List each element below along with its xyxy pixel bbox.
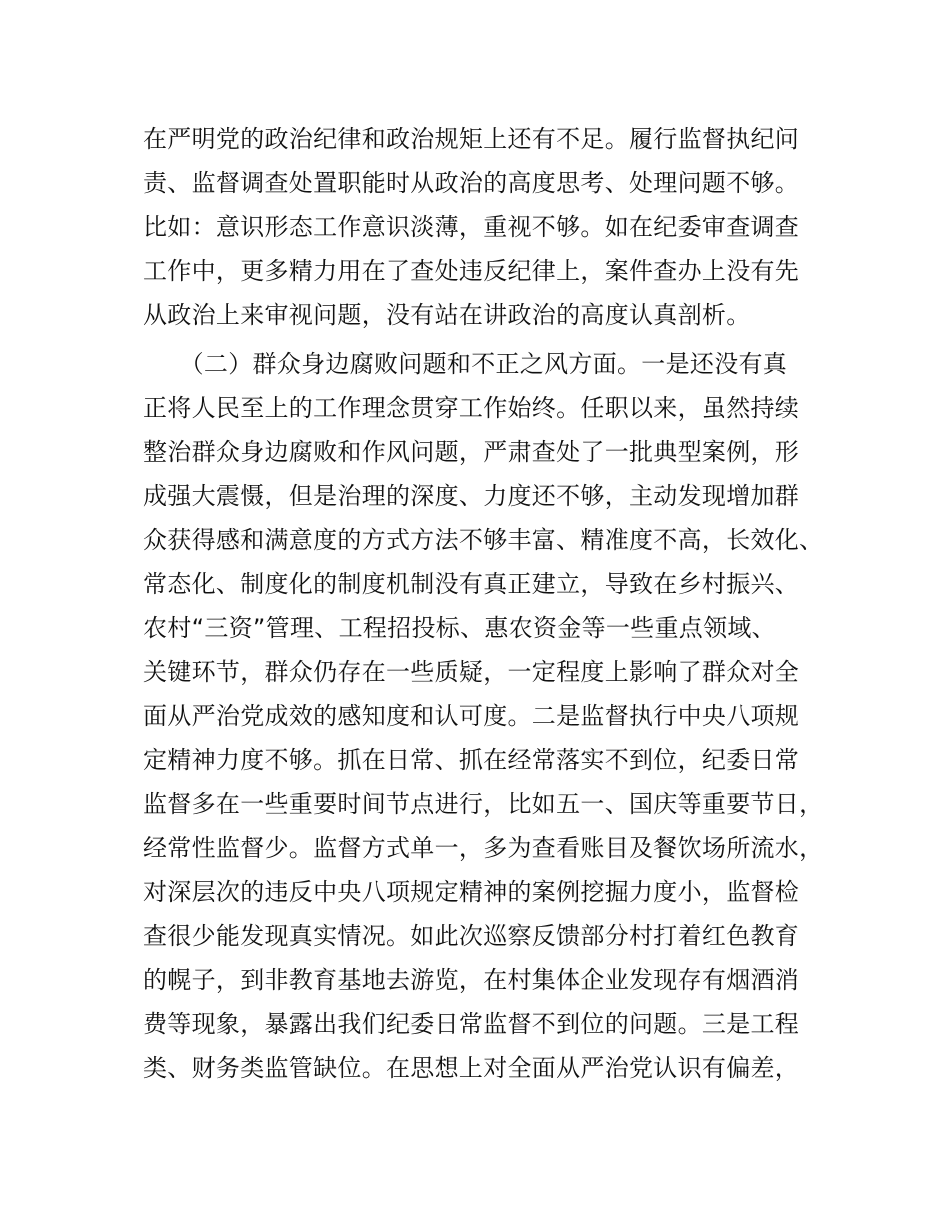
text-line: 成强大震慑，但是治理的深度、力度还不够，主动发现增加群 [143,482,800,510]
text-line: 正将人民至上的工作理念贯穿工作始终。任职以来，虽然持续 [143,394,800,422]
text-line: 查很少能发现真实情况。如此次巡察反馈部分村打着红色教育 [143,922,800,950]
text-line: 的幌子，到非教育基地去游览，在村集体企业发现存有烟酒消 [143,966,800,994]
text-line: 常态化、制度化的制度机制没有真正建立，导致在乡村振兴、 [143,570,800,598]
text-line: 对深层次的违反中央八项规定精神的案例挖掘力度小，监督检 [143,878,800,906]
text-line: 整治群众身边腐败和作风问题，严肃查处了一批典型案例，形 [143,438,800,466]
text-line: 在严明党的政治纪律和政治规矩上还有不足。履行监督执纪问 [143,125,800,153]
text-line: 费等现象，暴露出我们纪委日常监督不到位的问题。三是工程 [143,1010,800,1038]
text-line: 责、监督调查处置职能时从政治的高度思考、处理问题不够。 [143,169,800,197]
text-line: 面从严治党成效的感知度和认可度。二是监督执行中央八项规 [143,702,800,730]
text-line: 工作中，更多精力用在了查处违反纪律上，案件查办上没有先 [143,257,800,285]
text-line: 监督多在一些重要时间节点进行，比如五一、国庆等重要节日， [143,790,824,818]
text-line: （二）群众身边腐败问题和不正之风方面。一是还没有真 [143,350,788,378]
text-line: 类、财务类监管缺位。在思想上对全面从严治党认识有偏差， [143,1054,800,1082]
paragraph-2 [143,342,843,1090]
text-line: 比如：意识形态工作意识淡薄，重视不够。如在纪委审查调查 [143,213,800,241]
text-line: 众获得感和满意度的方式方法不够丰富、精准度不高，长效化、 [143,526,824,554]
paragraph-1 [143,117,843,337]
text-line: 定精神力度不够。抓在日常、抓在经常落实不到位，纪委日常 [143,746,800,774]
text-line: 关键环节，群众仍存在一些质疑，一定程度上影响了群众对全 [143,658,800,686]
text-line: 从政治上来审视问题，没有站在讲政治的高度认真剖析。 [143,301,751,329]
text-line: 经常性监督少。监督方式单一，多为查看账目及餐饮场所流水， [143,834,824,862]
text-line: 农村“三资”管理、工程招投标、惠农资金等一些重点领域、 [143,614,776,642]
